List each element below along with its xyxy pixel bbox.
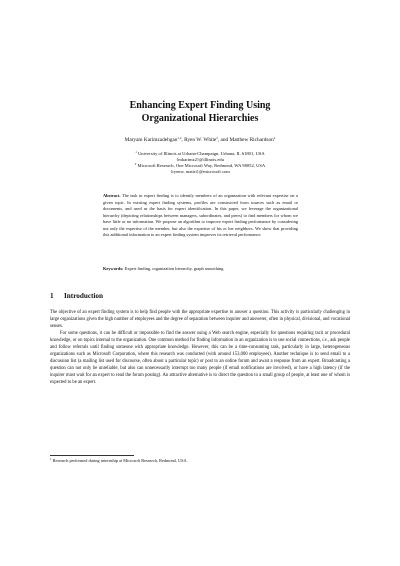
keywords-text: Expert finding, organization hierarchy, graph smoothing. xyxy=(124,266,225,271)
section-heading xyxy=(50,292,103,301)
author-list xyxy=(0,136,400,144)
paragraph-text: For some questions, it can be difficult or impossible to find the answer using a Web search engine, especially for questions requiring tacit or procedural knowledge, or on topics internal to the organization. One common method for finding information in an organization is to use social connections, xyxy=(50,330,350,343)
section-title: Introduction xyxy=(64,292,104,300)
paragraph: The objective of an expert finding system is to help find people with the appropriate expertise to answer a question. This activity is particularly challenging in large organizations given the high number of employees and the degree of separation between inquirer and answerer, often in physical, divisional, and vocational senses. xyxy=(50,310,350,329)
affiliation-list xyxy=(0,151,400,175)
affiliation-mark: 2 xyxy=(134,162,137,167)
affiliation-mark: 1 xyxy=(135,150,137,154)
footnote xyxy=(50,458,350,464)
title-line-2: Organizational Hierarchies xyxy=(141,112,259,124)
abstract-label: Abstract. xyxy=(103,193,121,198)
author-name: Matthew Richardson xyxy=(229,137,274,143)
paper-title xyxy=(0,100,400,125)
keywords-label: Keywords: xyxy=(103,266,124,271)
author-affiliation-mark: 2 xyxy=(273,136,276,140)
affiliation-institution: University of Illinois at Urbana-Champaign, Urbana, IL 61801, USA xyxy=(137,151,265,156)
footnote-mark: 1 xyxy=(50,457,52,461)
paragraph-text: , ask people and follow referrals until finding someone with appropriate knowledge. However, this can be a time-consuming task, particularly in large, heterogeneous organizations such as Microsoft Corporation, where this research was conducted (with around 153,000 employees). Another technique is to send email to a discussion list (a mailing list used for discourse, often about a particular topic) or post to an online forum and await a response from an expert. Broadcasting a question can not only be unreliable, but also can unnecessarily interrupt too many people (if email notifications are involved), or have a high latency (if the inquirer must wait for an expert to read the forum posting). An attractive alternative is to direct the question to a small group of people, at least one of whom is expected to be an expert. xyxy=(50,337,350,385)
footnote-text: Research performed during internship at Microsoft Research, Redmond, USA. xyxy=(52,458,188,463)
author-separator: , and xyxy=(217,137,230,143)
author-name: Ryen W. White xyxy=(184,137,217,143)
italic-abbreviation: i.e. xyxy=(322,337,328,343)
abstract-text: The task in expert finding is to identify members of an organization with relevant expertise on a given topic. In existing expert finding systems, profiles are constructed from sources such as email or documents, and used as the basis for expert identification. In this paper, we leverage the organizational hierarchy (depicting relationships between managers, subordinates, and peers) to find members for whom we have little or no information. We propose an algorithm to improve expert finding performance by considering not only the expertise of the member, but also the expertise of his or her neighbors. We show that providing this additional information to an expert finding system improves its retrieval performance. xyxy=(103,193,298,238)
introduction-body xyxy=(50,310,350,386)
keywords xyxy=(103,266,298,273)
paragraph xyxy=(50,331,350,387)
author-separator: , xyxy=(181,137,185,143)
abstract xyxy=(103,193,298,239)
author-affiliation-mark: 1,2 xyxy=(177,136,182,140)
author-affiliation-mark: 2 xyxy=(216,136,218,140)
affiliation-institution: Microsoft Research, One Microsoft Way, Redmond, WA 98052, USA xyxy=(137,163,266,169)
footnote-divider xyxy=(50,455,134,456)
author-name: Maryam Karimzadehgan xyxy=(124,137,178,143)
affiliation-email: {ryenw, mattri}@microsoft.com xyxy=(170,169,230,175)
section-number: 1 xyxy=(50,292,54,300)
title-line-1: Enhancing Expert Finding Using xyxy=(129,100,271,111)
affiliation-email: {mkarimz2}@illinois.edu xyxy=(176,157,224,163)
